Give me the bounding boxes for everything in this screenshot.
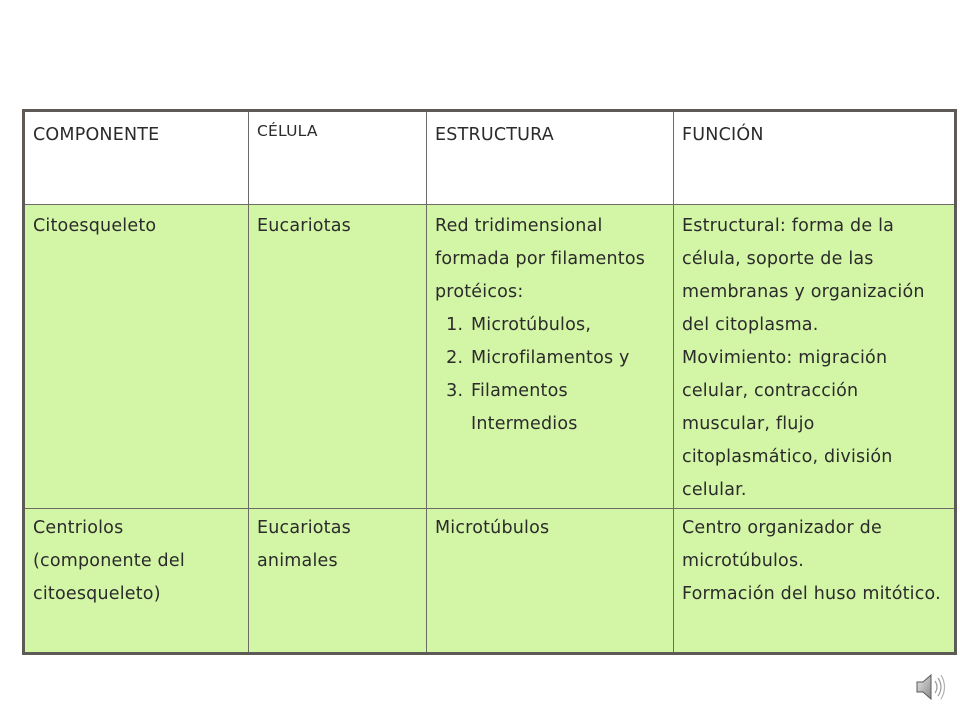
cell-celula: Eucariotas animales xyxy=(249,509,427,654)
header-funcion: FUNCIÓN xyxy=(674,111,956,205)
estructura-intro: Red tridimensional formada por filamentos protéicos: xyxy=(435,216,646,302)
funcion-line: Formación del huso mitótico. xyxy=(682,584,941,604)
cell-estructura: Microtúbulos xyxy=(427,509,674,654)
cell-funcion xyxy=(674,509,956,654)
table-header-row xyxy=(24,111,956,205)
list-item: 2. Microfilamentos y xyxy=(469,342,665,375)
funcion-line: Centro organizador de microtúbulos. xyxy=(682,518,882,571)
table-row xyxy=(24,509,956,654)
header-estructura: ESTRUCTURA xyxy=(427,111,674,205)
cytoskeleton-table xyxy=(22,109,957,655)
cell-funcion xyxy=(674,205,956,509)
header-celula: CÉLULA xyxy=(249,111,427,205)
cell-estructura xyxy=(427,205,674,509)
cell-componente: Citoesqueleto xyxy=(24,205,249,509)
funcion-line: Estructural: forma de la célula, soporte de las membranas y organización del citoplasma. xyxy=(682,216,925,335)
cell-componente: Centriolos (componente del citoesqueleto) xyxy=(24,509,249,654)
table-row xyxy=(24,205,956,509)
header-componente: COMPONENTE xyxy=(24,111,249,205)
speaker-icon[interactable] xyxy=(913,670,947,704)
list-item: 3. Filamentos Intermedios xyxy=(469,375,665,441)
filament-list xyxy=(435,309,665,441)
list-item: 1. Microtúbulos, xyxy=(469,309,665,342)
cell-celula: Eucariotas xyxy=(249,205,427,509)
funcion-line: Movimiento: migración celular, contracción muscular, flujo citoplasmático, división celular. xyxy=(682,348,893,500)
